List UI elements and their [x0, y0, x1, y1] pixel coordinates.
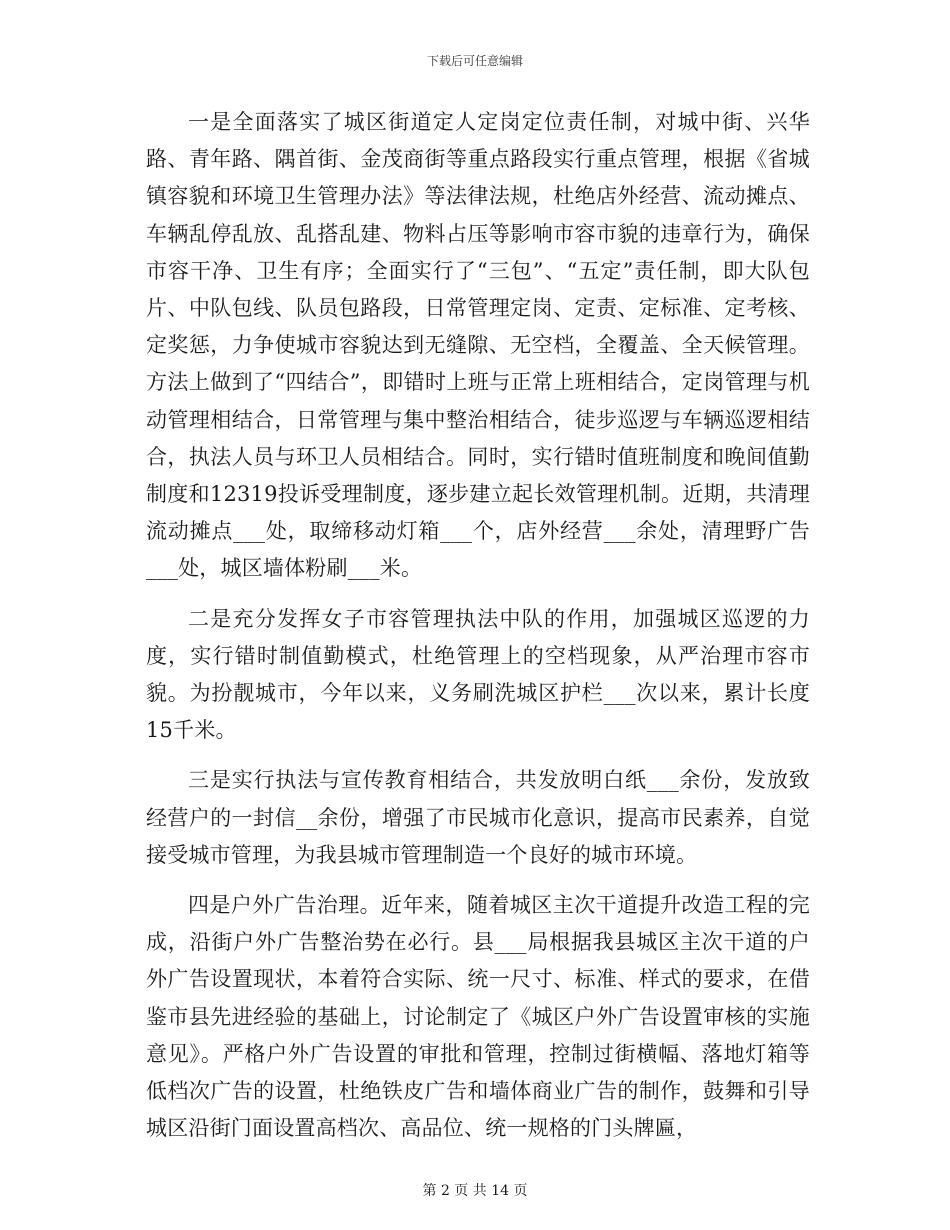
page-header-note: 下载后可任意编辑	[426, 54, 523, 68]
paragraph-1: 一是全面落实了城区街道定人定岗定位责任制，对城中街、兴华路、青年路、隅首街、金茂商街等重点路段实行重点管理，根据《省城镇容貌和环境卫生管理办法》等法律法规，杜绝店外经营、流动摊点、车辆乱停乱放、乱搭乱建、物料占压等影响市容市貌的违章行为，确保市容干净、卫生有序；全面实行了“三包”、“五定”责任制，即大队包片、中队包线、队员包路段，日常管理定岗、定责、定标准、定考核、定奖惩，力争使城市容貌达到无缝隙、无空档，全覆盖、全天候管理。方法上做到了“四结合”，即错时上班与正常上班相结合，定岗管理与机动管理相结合，日常管理与集中整治相结合，徒步巡逻与车辆巡逻相结合，执法人员与环卫人员相结合。同时，实行错时值班制度和晚间值勤制度和12319投诉受理制度，逐步建立起长效管理机制。近期，共清理流动摊点___处，取缔移动灯箱___个，店外经营___余处，清理野广告___处，城区墙体粉刷___米。	[146, 110, 810, 581]
paragraph-4: 四是户外广告治理。近年来，随着城区主次干道提升改造工程的完成，沿街户外广告整治势在必行。县___局根据我县城区主次干道的户外广告设置现状，本着符合实际、统一尺寸、标准、样式的要求，在借鉴市县先进经验的基础上，讨论制定了《城区户外广告设置审核的实施意见》。严格户外广告设置的审批和管理，控制过街横幅、落地灯箱等低档次广告的设置，杜绝铁皮广告和墙体商业广告的制作，鼓舞和引导城区沿街门面设置高档次、高品位、统一规格的门头牌匾，	[146, 893, 810, 1141]
paragraph-2: 二是充分发挥女子市容管理执法中队的作用，加强城区巡逻的力度，实行错时制值勤模式，杜绝管理上的空档现象，从严治理市容市貌。为扮靓城市，今年以来，义务刷洗城区护栏___次以来，累计长度15千米。	[146, 606, 810, 743]
paragraph-3: 三是实行执法与宣传教育相结合，共发放明白纸___余份，发放致经营户的一封信__余份，增强了市民城市化意识，提高市民素养，自觉接受城市管理，为我县城市管理制造一个良好的城市环境。	[146, 768, 810, 867]
page-number-footer: 第 2 页 共 14 页	[422, 1183, 528, 1199]
document-body	[146, 104, 810, 1160]
